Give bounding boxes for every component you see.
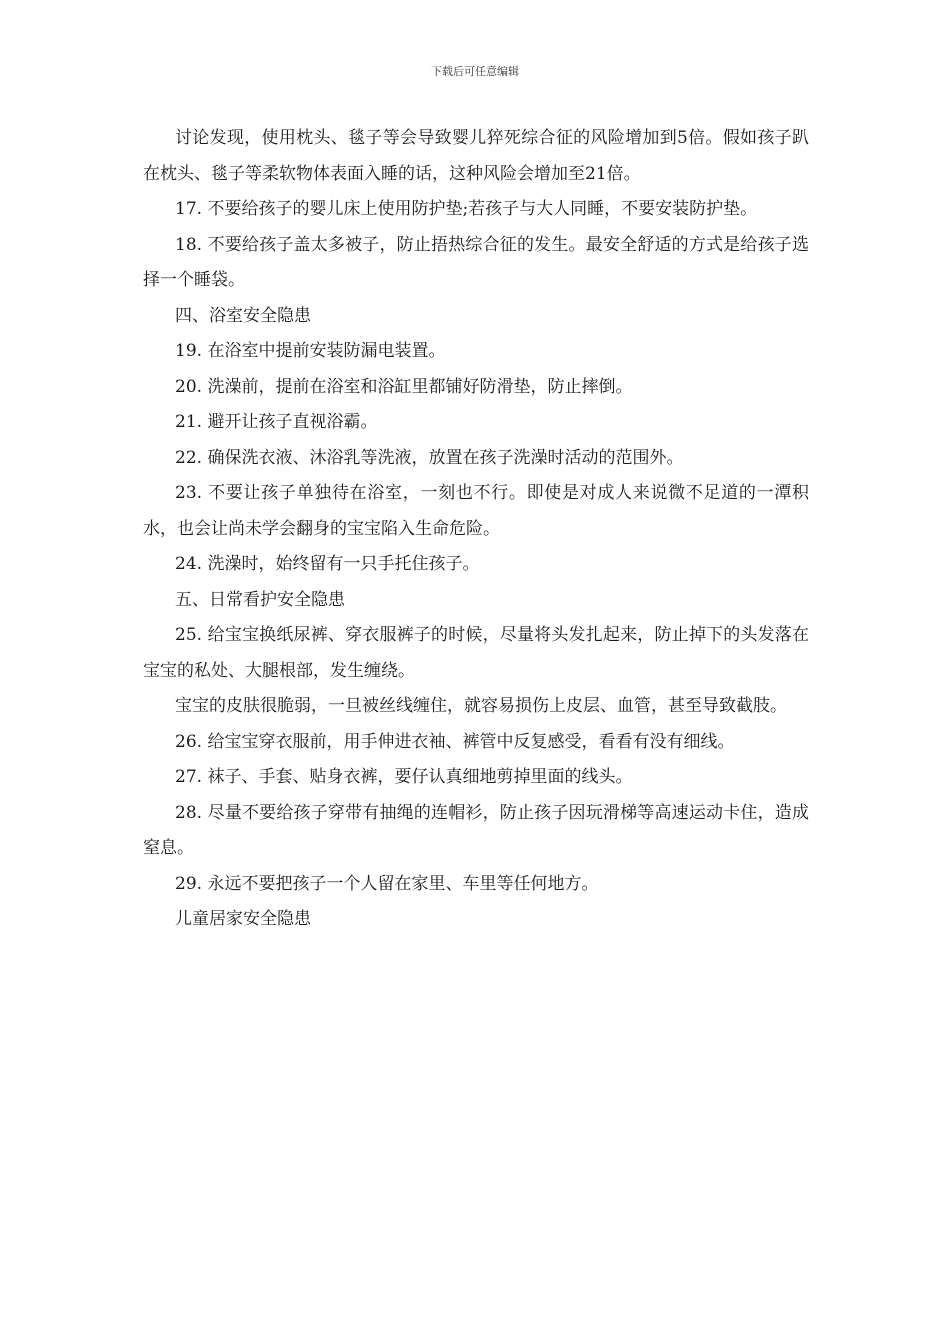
paragraph-item-28: 28. 尽量不要给孩子穿带有抽绳的连帽衫，防止孩子因玩滑梯等高速运动卡住，造成窒息。 [143,802,809,858]
document-body [143,121,809,938]
paragraph-skin-note: 宝宝的皮肤很脆弱，一旦被丝线缠住，就容易损伤上皮层、血管，甚至导致截肢。 [175,696,787,716]
paragraph-item-23: 23. 不要让孩子单独待在浴室，一刻也不行。即使是对成人来说微不足道的一潭积水，也会让尚未学会翻身的宝宝陷入生命危险。 [143,483,809,539]
paragraph-item-22: 22. 确保洗衣液、沐浴乳等洗液，放置在孩子洗澡时活动的范围外。 [175,447,684,468]
paragraph-item-19: 19. 在浴室中提前安装防漏电装置。 [175,341,446,361]
paragraph-item-27: 27. 袜子、手套、贴身衣裤，要仔认真细地剪掉里面的线头。 [175,767,633,787]
paragraph-item-29: 29. 永远不要把孩子一个人留在家里、车里等任何地方。 [175,873,599,894]
section-heading-daily-care: 五、日常看护安全隐患 [175,589,345,610]
paragraph-item-25: 25. 给宝宝换纸尿裤、穿衣服裤子的时候，尽量将头发扎起来，防止掉下的头发落在宝宝的私处、大腿根部，发生缠绕。 [143,625,809,681]
closing-title: 儿童居家安全隐患 [175,909,311,929]
paragraph-item-17: 17. 不要给孩子的婴儿床上使用防护垫;若孩子与大人同睡，不要安装防护垫。 [175,199,758,219]
paragraph-item-20: 20. 洗澡前，提前在浴室和浴缸里都铺好防滑垫，防止摔倒。 [175,376,633,397]
paragraph-item-26: 26. 给宝宝穿衣服前，用手伸进衣袖、裤管中反复感受，看看有没有细线。 [175,731,735,752]
paragraph-item-21: 21. 避开让孩子直视浴霸。 [175,412,378,432]
paragraph-item-18: 18. 不要给孩子盖太多被子，防止捂热综合征的发生。最安全舒适的方式是给孩子选择一个睡袋。 [143,234,809,290]
paragraph-sids-risk: 讨论发现，使用枕头、毯子等会导致婴儿猝死综合征的风险增加到5倍。假如孩子趴在枕头、毯子等柔软物体表面入睡的话，这种风险会增加至21倍。 [143,128,809,184]
page-header: 下载后可任意编辑 [431,65,519,78]
paragraph-item-24: 24. 洗澡时，始终留有一只手托住孩子。 [175,554,480,574]
section-heading-bathroom: 四、浴室安全隐患 [175,305,311,326]
